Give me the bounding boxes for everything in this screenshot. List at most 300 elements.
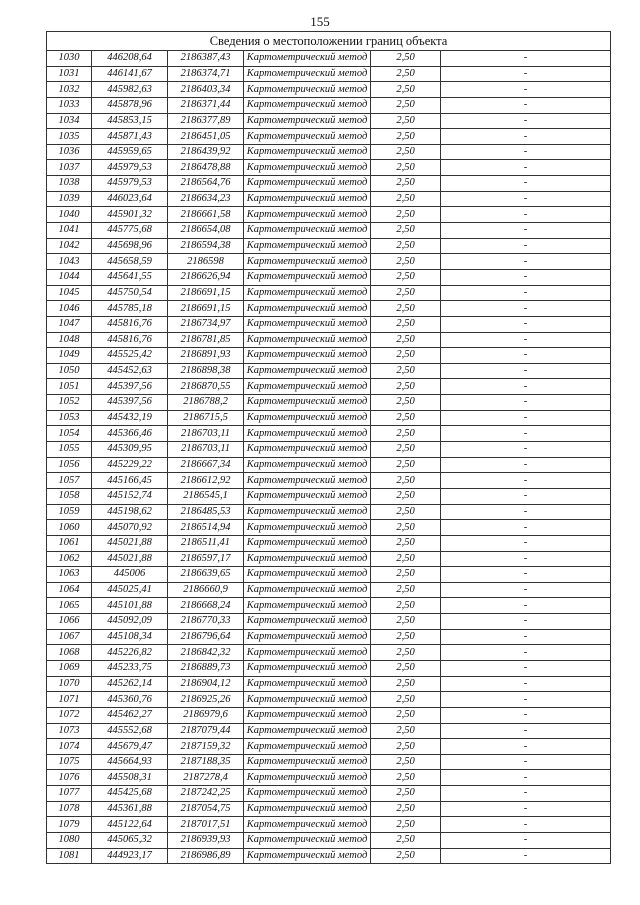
point-number-cell: 1056 (47, 457, 92, 473)
point-number-cell: 1071 (47, 692, 92, 708)
note-cell: - (441, 238, 611, 254)
y-coordinate-cell: 2186870,55 (168, 379, 244, 395)
accuracy-cell: 2,50 (371, 645, 441, 661)
note-cell: - (441, 269, 611, 285)
method-cell: Картометрический метод (244, 817, 371, 833)
x-coordinate-cell: 445679,47 (92, 739, 168, 755)
x-coordinate-cell: 445698,96 (92, 238, 168, 254)
method-cell: Картометрический метод (244, 473, 371, 489)
method-cell: Картометрический метод (244, 379, 371, 395)
y-coordinate-cell: 2186691,15 (168, 301, 244, 317)
method-cell: Картометрический метод (244, 520, 371, 536)
y-coordinate-cell: 2186564,76 (168, 176, 244, 192)
table-row (47, 285, 611, 301)
y-coordinate-cell: 2186612,92 (168, 473, 244, 489)
table-row (47, 223, 611, 239)
accuracy-cell: 2,50 (371, 520, 441, 536)
table-title: Сведения о местоположении границ объекта (47, 32, 611, 51)
table-row (47, 598, 611, 614)
accuracy-cell: 2,50 (371, 410, 441, 426)
y-coordinate-cell: 2186598 (168, 254, 244, 270)
y-coordinate-cell: 2187159,32 (168, 739, 244, 755)
accuracy-cell: 2,50 (371, 316, 441, 332)
y-coordinate-cell: 2186667,34 (168, 457, 244, 473)
accuracy-cell: 2,50 (371, 739, 441, 755)
y-coordinate-cell: 2186439,92 (168, 144, 244, 160)
y-coordinate-cell: 2186634,23 (168, 191, 244, 207)
x-coordinate-cell: 445425,68 (92, 786, 168, 802)
y-coordinate-cell: 2187017,51 (168, 817, 244, 833)
accuracy-cell: 2,50 (371, 144, 441, 160)
point-number-cell: 1081 (47, 848, 92, 864)
table-row (47, 692, 611, 708)
accuracy-cell: 2,50 (371, 786, 441, 802)
y-coordinate-cell: 2186660,9 (168, 582, 244, 598)
table-row (47, 786, 611, 802)
accuracy-cell: 2,50 (371, 301, 441, 317)
method-cell: Картометрический метод (244, 269, 371, 285)
table-row (47, 144, 611, 160)
x-coordinate-cell: 445122,64 (92, 817, 168, 833)
method-cell: Картометрический метод (244, 567, 371, 583)
table-row (47, 426, 611, 442)
table-row (47, 176, 611, 192)
y-coordinate-cell: 2187054,75 (168, 801, 244, 817)
table-row (47, 754, 611, 770)
point-number-cell: 1051 (47, 379, 92, 395)
y-coordinate-cell: 2186770,33 (168, 614, 244, 630)
method-cell: Картометрический метод (244, 191, 371, 207)
accuracy-cell: 2,50 (371, 51, 441, 67)
x-coordinate-cell: 444923,17 (92, 848, 168, 864)
table-row (47, 348, 611, 364)
note-cell: - (441, 614, 611, 630)
note-cell: - (441, 301, 611, 317)
accuracy-cell: 2,50 (371, 567, 441, 583)
y-coordinate-cell: 2186781,85 (168, 332, 244, 348)
x-coordinate-cell: 445959,65 (92, 144, 168, 160)
method-cell: Картометрический метод (244, 582, 371, 598)
x-coordinate-cell: 445070,92 (92, 520, 168, 536)
point-number-cell: 1045 (47, 285, 92, 301)
method-cell: Картометрический метод (244, 754, 371, 770)
accuracy-cell: 2,50 (371, 129, 441, 145)
point-number-cell: 1047 (47, 316, 92, 332)
accuracy-cell: 2,50 (371, 801, 441, 817)
x-coordinate-cell: 445229,22 (92, 457, 168, 473)
note-cell: - (441, 316, 611, 332)
x-coordinate-cell: 445226,82 (92, 645, 168, 661)
point-number-cell: 1060 (47, 520, 92, 536)
x-coordinate-cell: 445853,15 (92, 113, 168, 129)
y-coordinate-cell: 2186842,32 (168, 645, 244, 661)
point-number-cell: 1064 (47, 582, 92, 598)
table-row (47, 238, 611, 254)
note-cell: - (441, 801, 611, 817)
table-row (47, 614, 611, 630)
x-coordinate-cell: 445552,68 (92, 723, 168, 739)
accuracy-cell: 2,50 (371, 66, 441, 82)
table-row (47, 395, 611, 411)
method-cell: Картометрический метод (244, 66, 371, 82)
y-coordinate-cell: 2186639,65 (168, 567, 244, 583)
y-coordinate-cell: 2186891,93 (168, 348, 244, 364)
note-cell: - (441, 348, 611, 364)
point-number-cell: 1070 (47, 676, 92, 692)
x-coordinate-cell: 445198,62 (92, 504, 168, 520)
x-coordinate-cell: 445785,18 (92, 301, 168, 317)
table-row (47, 97, 611, 113)
table-row (47, 379, 611, 395)
point-number-cell: 1079 (47, 817, 92, 833)
x-coordinate-cell: 445021,88 (92, 551, 168, 567)
table-row (47, 82, 611, 98)
note-cell: - (441, 113, 611, 129)
table-row (47, 254, 611, 270)
method-cell: Картометрический метод (244, 348, 371, 364)
y-coordinate-cell: 2186703,11 (168, 442, 244, 458)
table-row (47, 442, 611, 458)
point-number-cell: 1073 (47, 723, 92, 739)
note-cell: - (441, 504, 611, 520)
point-number-cell: 1062 (47, 551, 92, 567)
y-coordinate-cell: 2186986,89 (168, 848, 244, 864)
accuracy-cell: 2,50 (371, 160, 441, 176)
note-cell: - (441, 191, 611, 207)
x-coordinate-cell: 445021,88 (92, 535, 168, 551)
y-coordinate-cell: 2186403,34 (168, 82, 244, 98)
method-cell: Картометрический метод (244, 410, 371, 426)
boundary-coordinates-table (46, 31, 611, 864)
accuracy-cell: 2,50 (371, 395, 441, 411)
point-number-cell: 1042 (47, 238, 92, 254)
point-number-cell: 1057 (47, 473, 92, 489)
point-number-cell: 1074 (47, 739, 92, 755)
table-row (47, 316, 611, 332)
note-cell: - (441, 817, 611, 833)
x-coordinate-cell: 445525,42 (92, 348, 168, 364)
y-coordinate-cell: 2186597,17 (168, 551, 244, 567)
y-coordinate-cell: 2186889,73 (168, 660, 244, 676)
method-cell: Картометрический метод (244, 285, 371, 301)
accuracy-cell: 2,50 (371, 379, 441, 395)
method-cell: Картометрический метод (244, 363, 371, 379)
x-coordinate-cell: 445816,76 (92, 332, 168, 348)
note-cell: - (441, 129, 611, 145)
note-cell: - (441, 535, 611, 551)
x-coordinate-cell: 445233,75 (92, 660, 168, 676)
method-cell: Картометрический метод (244, 207, 371, 223)
point-number-cell: 1075 (47, 754, 92, 770)
x-coordinate-cell: 445361,88 (92, 801, 168, 817)
table-row (47, 739, 611, 755)
table-row (47, 332, 611, 348)
method-cell: Картометрический метод (244, 739, 371, 755)
note-cell: - (441, 66, 611, 82)
accuracy-cell: 2,50 (371, 113, 441, 129)
note-cell: - (441, 363, 611, 379)
point-number-cell: 1030 (47, 51, 92, 67)
point-number-cell: 1066 (47, 614, 92, 630)
point-number-cell: 1050 (47, 363, 92, 379)
x-coordinate-cell: 445979,53 (92, 160, 168, 176)
note-cell: - (441, 207, 611, 223)
x-coordinate-cell: 445901,32 (92, 207, 168, 223)
table-row (47, 113, 611, 129)
y-coordinate-cell: 2186734,97 (168, 316, 244, 332)
method-cell: Картометрический метод (244, 614, 371, 630)
x-coordinate-cell: 445262,14 (92, 676, 168, 692)
x-coordinate-cell: 445432,19 (92, 410, 168, 426)
method-cell: Картометрический метод (244, 176, 371, 192)
x-coordinate-cell: 445166,45 (92, 473, 168, 489)
method-cell: Картометрический метод (244, 97, 371, 113)
accuracy-cell: 2,50 (371, 551, 441, 567)
accuracy-cell: 2,50 (371, 238, 441, 254)
point-number-cell: 1039 (47, 191, 92, 207)
method-cell: Картометрический метод (244, 692, 371, 708)
point-number-cell: 1077 (47, 786, 92, 802)
y-coordinate-cell: 2187188,35 (168, 754, 244, 770)
x-coordinate-cell: 445878,96 (92, 97, 168, 113)
accuracy-cell: 2,50 (371, 582, 441, 598)
accuracy-cell: 2,50 (371, 707, 441, 723)
accuracy-cell: 2,50 (371, 723, 441, 739)
table-row (47, 66, 611, 82)
point-number-cell: 1076 (47, 770, 92, 786)
accuracy-cell: 2,50 (371, 488, 441, 504)
accuracy-cell: 2,50 (371, 442, 441, 458)
x-coordinate-cell: 445360,76 (92, 692, 168, 708)
x-coordinate-cell: 445979,53 (92, 176, 168, 192)
note-cell: - (441, 223, 611, 239)
note-cell: - (441, 410, 611, 426)
note-cell: - (441, 520, 611, 536)
note-cell: - (441, 144, 611, 160)
note-cell: - (441, 442, 611, 458)
point-number-cell: 1043 (47, 254, 92, 270)
table-row (47, 473, 611, 489)
x-coordinate-cell: 446208,64 (92, 51, 168, 67)
method-cell: Картометрический метод (244, 223, 371, 239)
accuracy-cell: 2,50 (371, 348, 441, 364)
point-number-cell: 1065 (47, 598, 92, 614)
x-coordinate-cell: 445397,56 (92, 379, 168, 395)
method-cell: Картометрический метод (244, 129, 371, 145)
y-coordinate-cell: 2187079,44 (168, 723, 244, 739)
note-cell: - (441, 285, 611, 301)
note-cell: - (441, 457, 611, 473)
y-coordinate-cell: 2186898,38 (168, 363, 244, 379)
table-row (47, 582, 611, 598)
method-cell: Картометрический метод (244, 395, 371, 411)
point-number-cell: 1048 (47, 332, 92, 348)
note-cell: - (441, 254, 611, 270)
point-number-cell: 1058 (47, 488, 92, 504)
accuracy-cell: 2,50 (371, 473, 441, 489)
note-cell: - (441, 97, 611, 113)
note-cell: - (441, 379, 611, 395)
point-number-cell: 1033 (47, 97, 92, 113)
note-cell: - (441, 82, 611, 98)
method-cell: Картометрический метод (244, 645, 371, 661)
table-row (47, 801, 611, 817)
table-header-row (47, 32, 611, 51)
accuracy-cell: 2,50 (371, 82, 441, 98)
point-number-cell: 1063 (47, 567, 92, 583)
point-number-cell: 1067 (47, 629, 92, 645)
y-coordinate-cell: 2186668,24 (168, 598, 244, 614)
table-row (47, 770, 611, 786)
accuracy-cell: 2,50 (371, 176, 441, 192)
x-coordinate-cell: 445108,34 (92, 629, 168, 645)
accuracy-cell: 2,50 (371, 754, 441, 770)
x-coordinate-cell: 446141,67 (92, 66, 168, 82)
accuracy-cell: 2,50 (371, 848, 441, 864)
method-cell: Картометрический метод (244, 238, 371, 254)
table-row (47, 535, 611, 551)
table-row (47, 51, 611, 67)
point-number-cell: 1053 (47, 410, 92, 426)
method-cell: Картометрический метод (244, 316, 371, 332)
table-row (47, 504, 611, 520)
note-cell: - (441, 567, 611, 583)
accuracy-cell: 2,50 (371, 504, 441, 520)
point-number-cell: 1059 (47, 504, 92, 520)
point-number-cell: 1046 (47, 301, 92, 317)
method-cell: Картометрический метод (244, 848, 371, 864)
accuracy-cell: 2,50 (371, 457, 441, 473)
table-row (47, 707, 611, 723)
note-cell: - (441, 395, 611, 411)
y-coordinate-cell: 2186904,12 (168, 676, 244, 692)
y-coordinate-cell: 2187278,4 (168, 770, 244, 786)
table-row (47, 269, 611, 285)
point-number-cell: 1061 (47, 535, 92, 551)
x-coordinate-cell: 445065,32 (92, 833, 168, 849)
x-coordinate-cell: 445366,46 (92, 426, 168, 442)
method-cell: Картометрический метод (244, 629, 371, 645)
x-coordinate-cell: 445101,88 (92, 598, 168, 614)
accuracy-cell: 2,50 (371, 285, 441, 301)
y-coordinate-cell: 2186545,1 (168, 488, 244, 504)
method-cell: Картометрический метод (244, 676, 371, 692)
accuracy-cell: 2,50 (371, 629, 441, 645)
page-number: 155 (310, 14, 330, 29)
y-coordinate-cell: 2186654,08 (168, 223, 244, 239)
table-row (47, 129, 611, 145)
method-cell: Картометрический метод (244, 160, 371, 176)
table-row (47, 567, 611, 583)
method-cell: Картометрический метод (244, 504, 371, 520)
note-cell: - (441, 332, 611, 348)
accuracy-cell: 2,50 (371, 614, 441, 630)
method-cell: Картометрический метод (244, 82, 371, 98)
y-coordinate-cell: 2186979,6 (168, 707, 244, 723)
table-row (47, 301, 611, 317)
table-row (47, 660, 611, 676)
accuracy-cell: 2,50 (371, 191, 441, 207)
y-coordinate-cell: 2186514,94 (168, 520, 244, 536)
method-cell: Картометрический метод (244, 254, 371, 270)
accuracy-cell: 2,50 (371, 817, 441, 833)
method-cell: Картометрический метод (244, 598, 371, 614)
note-cell: - (441, 692, 611, 708)
y-coordinate-cell: 2186387,43 (168, 51, 244, 67)
x-coordinate-cell: 445641,55 (92, 269, 168, 285)
y-coordinate-cell: 2186511,41 (168, 535, 244, 551)
accuracy-cell: 2,50 (371, 426, 441, 442)
table-row (47, 817, 611, 833)
table-body (47, 51, 611, 864)
x-coordinate-cell: 445871,43 (92, 129, 168, 145)
note-cell: - (441, 786, 611, 802)
note-cell: - (441, 770, 611, 786)
y-coordinate-cell: 2186626,94 (168, 269, 244, 285)
table-row (47, 551, 611, 567)
accuracy-cell: 2,50 (371, 598, 441, 614)
point-number-cell: 1035 (47, 129, 92, 145)
x-coordinate-cell: 445462,27 (92, 707, 168, 723)
point-number-cell: 1040 (47, 207, 92, 223)
note-cell: - (441, 473, 611, 489)
note-cell: - (441, 660, 611, 676)
accuracy-cell: 2,50 (371, 660, 441, 676)
method-cell: Картометрический метод (244, 833, 371, 849)
y-coordinate-cell: 2186939,93 (168, 833, 244, 849)
note-cell: - (441, 739, 611, 755)
point-number-cell: 1078 (47, 801, 92, 817)
point-number-cell: 1049 (47, 348, 92, 364)
point-number-cell: 1080 (47, 833, 92, 849)
method-cell: Картометрический метод (244, 113, 371, 129)
note-cell: - (441, 629, 611, 645)
x-coordinate-cell: 445152,74 (92, 488, 168, 504)
method-cell: Картометрический метод (244, 707, 371, 723)
x-coordinate-cell: 445750,54 (92, 285, 168, 301)
x-coordinate-cell: 445664,93 (92, 754, 168, 770)
point-number-cell: 1032 (47, 82, 92, 98)
note-cell: - (441, 707, 611, 723)
y-coordinate-cell: 2186594,38 (168, 238, 244, 254)
table-row (47, 488, 611, 504)
note-cell: - (441, 551, 611, 567)
x-coordinate-cell: 445092,09 (92, 614, 168, 630)
point-number-cell: 1034 (47, 113, 92, 129)
x-coordinate-cell: 445775,68 (92, 223, 168, 239)
table-row (47, 848, 611, 864)
x-coordinate-cell: 445982,63 (92, 82, 168, 98)
method-cell: Картометрический метод (244, 442, 371, 458)
note-cell: - (441, 488, 611, 504)
table-row (47, 645, 611, 661)
x-coordinate-cell: 445816,76 (92, 316, 168, 332)
point-number-cell: 1054 (47, 426, 92, 442)
accuracy-cell: 2,50 (371, 223, 441, 239)
table-row (47, 160, 611, 176)
point-number-cell: 1031 (47, 66, 92, 82)
accuracy-cell: 2,50 (371, 770, 441, 786)
method-cell: Картометрический метод (244, 332, 371, 348)
y-coordinate-cell: 2186374,71 (168, 66, 244, 82)
x-coordinate-cell: 445025,41 (92, 582, 168, 598)
note-cell: - (441, 833, 611, 849)
x-coordinate-cell: 445452,63 (92, 363, 168, 379)
note-cell: - (441, 723, 611, 739)
table-row (47, 457, 611, 473)
accuracy-cell: 2,50 (371, 692, 441, 708)
method-cell: Картометрический метод (244, 660, 371, 676)
